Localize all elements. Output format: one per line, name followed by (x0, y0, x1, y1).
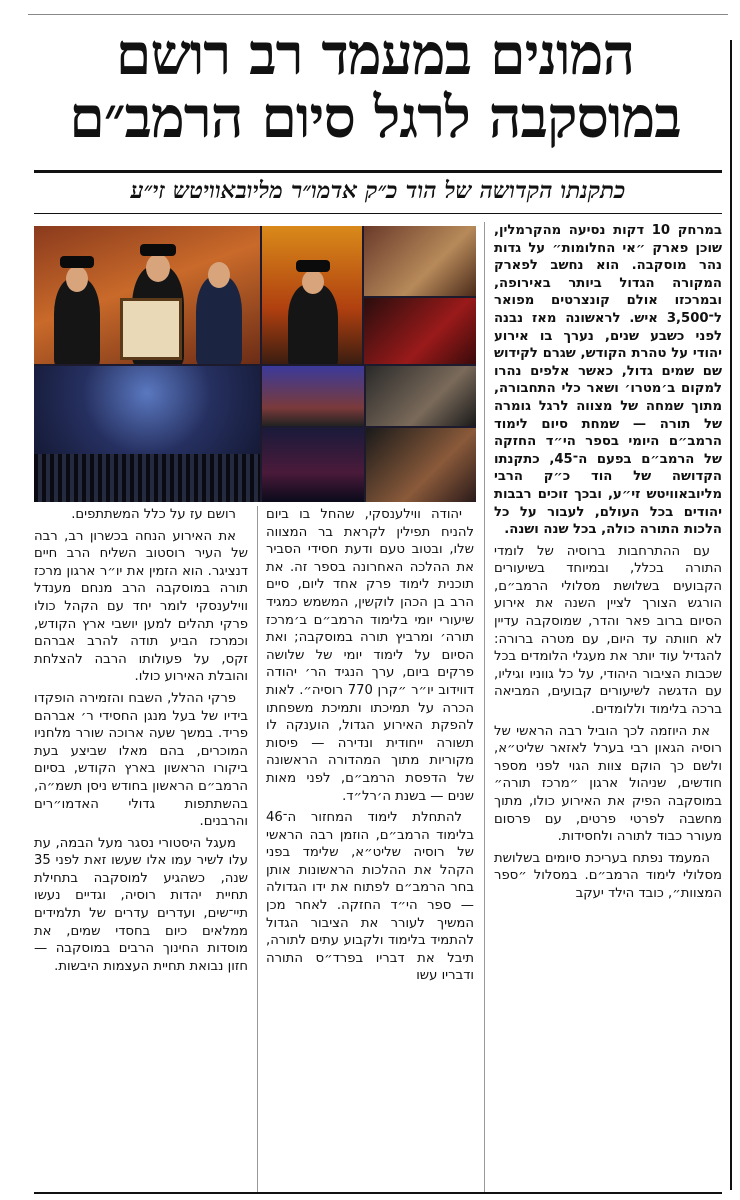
article-column-middle (266, 506, 474, 989)
paragraph: המעמד נפתח בעריכת סיומים בשלושת מסלולי לימוד הרמב״ם. במסלול ״ספר המצוות״, כובד הילד יעקב (494, 850, 722, 901)
margin-rule (730, 40, 732, 1190)
photo-performers (366, 428, 476, 502)
paragraph: רושם עז על כלל המשתתפים. (71, 507, 236, 522)
photo-dancing (366, 366, 476, 426)
photo-hall-audience (34, 366, 260, 502)
photo-award-presentation (34, 226, 260, 364)
paragraph: עם ההתרחבות ברוסיה של לומדי התורה בכלל, ובמיוחד בשיעורים הקבועים בשלושת מסלולי הרמב״ם, הורגש הצורך לציין השנה את אירוע הסיום ברוב פאר והדר, שמוסקבה עדיין לא חוותה עד היום, עם מטרה ברורה: להגדיל עוד יותר את מעגלי הלומדים בכל שכבות הציבור היהודי, על כל גווניו וגיליו, עם הדגשה לשיעורים קבועים, המביאה ברכה בלימוד וללומדים. (494, 543, 722, 718)
paragraph: את האירוע הנחה בכשרון רב, רבה של העיר רוסטוב השליח הרב חיים דנציגר. הוא הזמין את יו״ר ארגון מרכז תורה במוסקבה הרב מנחם מענדל ווילענסקי לומר יחד עם הקהל כולו פרקי תהלים למען יושבי ארץ הקודש, וכמרכז הביע תודה להרב אברהם זקס, על פעולותו הרבה להצלחת והובלת האירוע כולו. (34, 528, 248, 685)
article-column-left (34, 506, 248, 979)
paragraph: את היוזמה לכך הוביל רבה הראשי של רוסיה הגאון רבי בערל לאזאר שליט״א, ולשם כך הוקם צוות הגוי לפני מספר חודשים, שניהול ארגון ״מרכז תורה״ במוסקבה הפיק את האירוע כולו, מתוך מחשבה לפרטי פרטים, עם פרסום מעורר כבוד לתורה ולחסידות. (494, 723, 722, 845)
article-column-right (494, 222, 722, 907)
photo-collage (34, 226, 476, 502)
headline-line-1: המונים במעמד רב רושם (115, 21, 635, 88)
column-divider (484, 222, 485, 1194)
photo-crowd (262, 366, 364, 426)
subheadline: כתקנתו הקדושה של הוד כ״ק אדמו״ר מליובאוויטש זי״ע (130, 177, 626, 204)
photo-screen (364, 298, 476, 364)
headline (30, 21, 720, 151)
photo-singer (262, 226, 362, 364)
bottom-rule (34, 1192, 722, 1194)
paragraph: מעגל היסטורי נסגר מעל הבמה, עת עלו לשיר עמו אלו שעשו זאת לפני 35 שנה, כשהגיע למוסקבה בתחילת תחיית יהדות רוסיה, וגדיים נעשו תיי־שים, ועדרים עדרים של תלמידים ממלאים כיום בחסדי שמים, את מוסדות החינוך הרבים במוסקבה — חזון נבואת תחיית העצמות היבשות. (34, 835, 248, 974)
photo-exhibit (364, 226, 476, 296)
lead-paragraph: במרחק 10 דקות נסיעה מהקרמלין, שוכן פארק ״אי החלומות״ על גדות נהר מוסקבה. הוא נחשב לפארק המקורה הגדול ביותר באירופה, ובמרכזו אולם קונצרטים מפואר ל־3,500 איש. לראשונה מאז נבנה לפני כשבע שנים, נערך בו אירוע יהודי על טהרת הקודש, שגרם לקידוש שם שמים גדול, כאשר אלפים נהרו למקום ב׳מטרו׳ ושאר כלי התחבורה, מתוך שמחה של מצווה לרגל גומרה של תורה — שמחת סיום לימוד הרמב״ם היומי בספר הי״ד החזקה של הרמב״ם בפעם ה־45, כתקנתו הקדושה של הוד כ״ק הרבי מליובאוויטש זי״ע, ובכך זוכים רבבות יהודים בכל העולם, לעבור על כל הלכות התורה כולה, בכל שנה ושנה. (494, 223, 722, 538)
top-rule (28, 14, 728, 15)
column-divider (257, 506, 258, 1194)
paragraph: להתחלת לימוד המחזור ה־46 בלימוד הרמב״ם, הוזמן רבה הראשי של רוסיה שליט״א, שלימד בפני הקהל את ההלכות הראשונות אותן בחר הרמב״ם לפתוח את ידו הגדולה — ספר הי״ד החזקה. לאחר מכן המשיך לעורר את הציבור הגדול להתמיד בלימוד ולקבוע עתים לתורה, תיבל את דבריו בפרד״ס התורה ודבריו עשו (266, 810, 474, 984)
paragraph: יהודה ווילענסקי, שהחל בו ביום להניח תפילין לקראת בר המצווה שלו, ובטוב טעם ודעת חסידי הסביר את ההלכה האחרונה בספר זה. את תוכנית לימוד פרק אחד ליום, סיים הרב בן הכהן לוקשין, המשמש כמגיד שיעורי יומי בלימוד הרמב״ם ב׳מרכז תורה׳ ומרביץ תורה במוסקבה; ואת הסיום על לימוד יומי של שלושה פרקים ביום, ערך הנגיד הר׳ יהודה דווידוב יו״ר ״קרן 770 רוסיה״. לאות הכרה על תמיכתו ותמיכת משפחתו להפקת האירוע הגדול, הוענקה לו תשורה ייחודית ונדירה — פיסות מקוריות מתוך המהדורה הראשונה של הדפסת הרמב״ם, לפני מאות שנים — בשנת ה׳רל״ד. (266, 507, 474, 804)
paragraph: פרקי ההלל, השבח והזמירה הופקדו בידיו של בעל מנגן החסידי ר׳ אברהם פריד. במשך שעה ארוכה שורר מלחניו המוכרים, בהם מאלו שביצע בעת ביקורו הראשון בארץ הקודש, בסיום הרמב״ם הראשון בחודש ניסן תשמ״ה, בהשתתפות גדולי האדמו״רים והרבנים. (34, 690, 248, 830)
photo-stage (262, 428, 364, 502)
headline-line-2: במוסקבה לרגל סיום הרמב״ם (69, 84, 681, 151)
